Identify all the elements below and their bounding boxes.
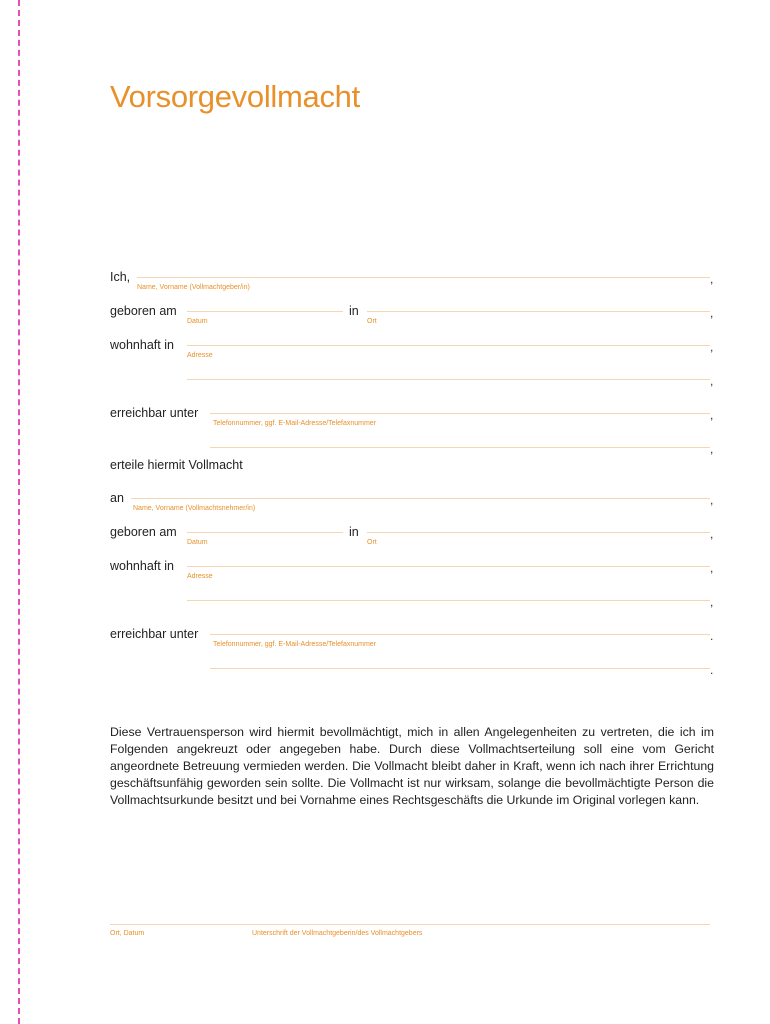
adresse-hint-1: Adresse (187, 352, 213, 359)
telefon-hint-1: Telefonnummer, ggf. E-Mail-Adresse/Telefaxnummer (213, 420, 377, 427)
ort-hint-2: Ort (367, 539, 377, 546)
an-label: an (110, 491, 124, 505)
telefon-hint-2: Telefonnummer, ggf. E-Mail-Adresse/Telefaxnummer (213, 641, 377, 648)
authorization-paragraph: Diese Vertrauensperson wird hiermit bevollmächtigt, mich in allen Angelegenheiten zu vertreten, die ich im Folgenden angekreuzt oder angegeben habe. Durch diese Vollmachtserteilung soll eine vom Gericht angeordnete Betreuung vermieden werden. Die Vollmacht bleibt daher in Kraft, wenn ich nach ihrer Errichtung geschäftsunfähig geworden sein sollte. Die Vollmacht ist nur wirksam, solange die bevollmächtigte Person die Vollmachtsurkunde besitzt und bei Vornahme eines Rechtsgeschäfts die Urkunde im Original vorlegen kann. (110, 725, 714, 808)
wohnhaft-label-2: wohnhaft in (110, 559, 174, 573)
in-label-2: in (349, 525, 359, 539)
datum-hint-1: Datum (187, 318, 208, 325)
an-name-hint: Name, Vorname (Vollmachtsnehmer/in) (133, 505, 256, 512)
birth-date-field-2[interactable] (187, 532, 343, 533)
an-name-field[interactable] (131, 498, 710, 499)
wohnhaft-label-1: wohnhaft in (110, 338, 174, 352)
ich-name-field[interactable] (137, 277, 710, 278)
ort-datum-hint: Ort, Datum (110, 930, 145, 937)
in-label-1: in (349, 304, 359, 318)
signature-line[interactable] (110, 924, 710, 925)
datum-hint-2: Datum (187, 539, 208, 546)
erreichbar-label-2: erreichbar unter (110, 627, 199, 641)
contact-field-2[interactable] (210, 634, 710, 635)
address-field-1[interactable] (187, 345, 710, 346)
contact-field-2b[interactable] (210, 668, 710, 669)
contact-field-1[interactable] (210, 413, 710, 414)
birth-place-field-2[interactable] (367, 532, 710, 533)
erreichbar-label-1: erreichbar unter (110, 406, 199, 420)
address-field-1b[interactable] (187, 379, 710, 380)
address-field-2b[interactable] (187, 600, 710, 601)
cut-line (18, 0, 20, 1024)
geboren-label-2: geboren am (110, 525, 177, 539)
ort-hint-1: Ort (367, 318, 377, 325)
unterschrift-hint: Unterschrift der Vollmachtgeberin/des Vollmachtgebers (252, 930, 423, 937)
page-title: Vorsorgevollmacht (110, 78, 360, 114)
birth-place-field-1[interactable] (367, 311, 710, 312)
ich-name-hint: Name, Vorname (Vollmachtgeber/in) (137, 284, 250, 291)
address-field-2[interactable] (187, 566, 710, 567)
geboren-label-1: geboren am (110, 304, 177, 318)
adresse-hint-2: Adresse (187, 573, 213, 580)
ich-label: Ich, (110, 270, 131, 284)
contact-field-1b[interactable] (210, 447, 710, 448)
birth-date-field-1[interactable] (187, 311, 343, 312)
erteile-text: erteile hiermit Vollmacht (110, 458, 243, 472)
